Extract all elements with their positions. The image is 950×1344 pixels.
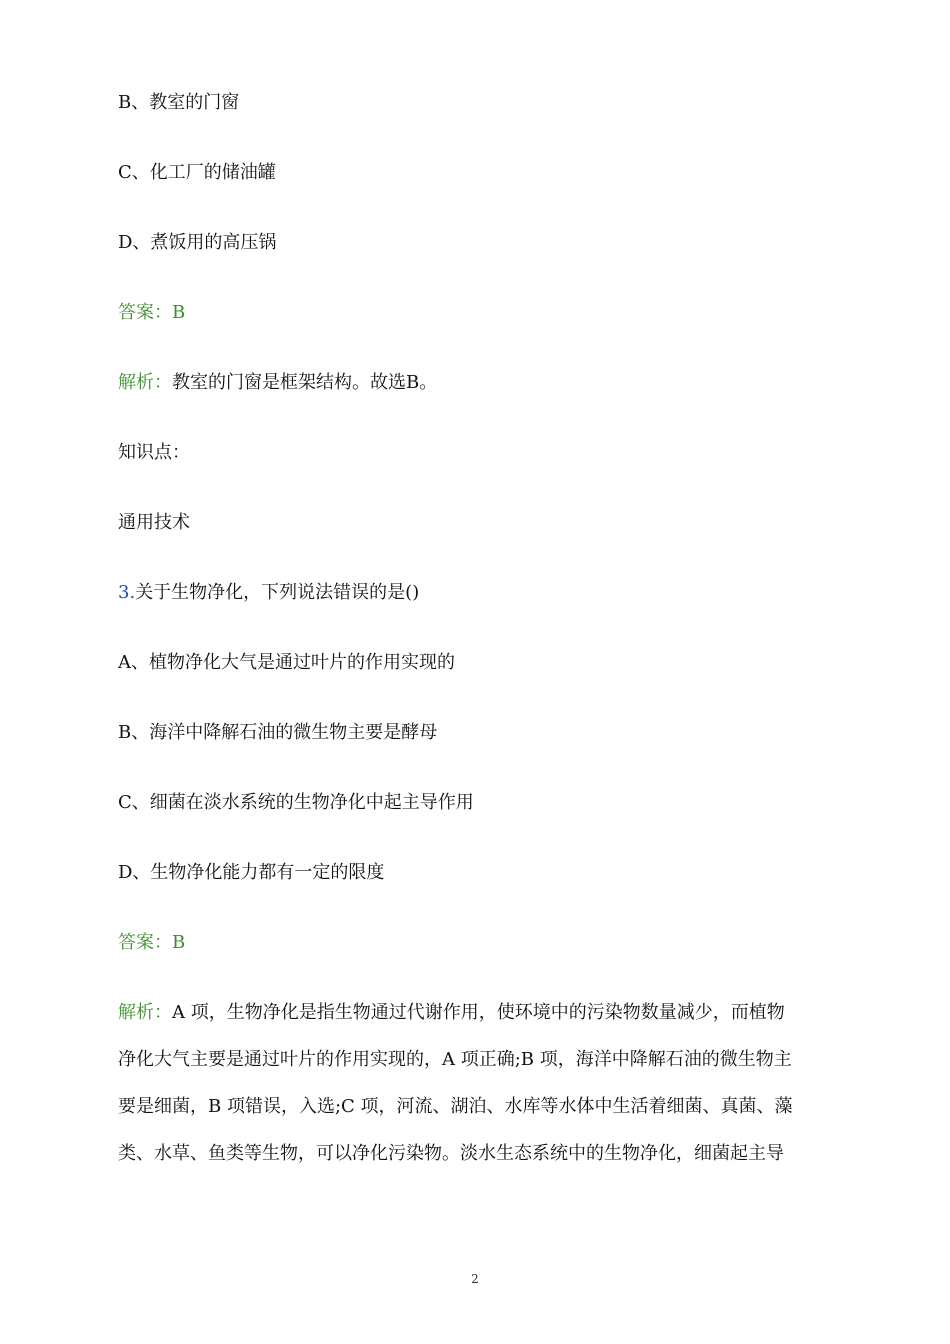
- q3-analysis: [118, 989, 834, 1177]
- page-number: 2: [471, 1272, 479, 1286]
- analysis-line: 解析：A 项，生物净化是指生物通过代谢作用，使环境中的污染物数量减少，而植物: [118, 1002, 785, 1023]
- answer-value: B: [172, 932, 186, 953]
- q2-option-d: D、煮饭用的高压锅: [118, 232, 277, 253]
- q2-option-c: C、化工厂的储油罐: [118, 162, 276, 183]
- q2-analysis: [118, 371, 437, 395]
- analysis-line: 要是细菌，B 项错误，入选;C 项，河流、湖泊、水库等水体中生活着细菌、真菌、藻: [118, 1096, 793, 1117]
- analysis-label: 解析：: [118, 372, 172, 393]
- q2-answer: [118, 301, 185, 325]
- q3-option-b: B、海洋中降解石油的微生物主要是酵母: [118, 722, 438, 743]
- analysis-line: 净化大气主要是通过叶片的作用实现的，A 项正确;B 项，海洋中降解石油的微生物主: [118, 1049, 792, 1070]
- answer-label: 答案：: [118, 932, 172, 953]
- q3-option-d: D、生物净化能力都有一定的限度: [118, 862, 385, 883]
- answer-label: 答案：: [118, 302, 172, 323]
- question-stem: 关于生物净化，下列说法错误的是(): [135, 582, 420, 603]
- q2-knowledge-value: 通用技术: [118, 512, 190, 533]
- q3-option-a: A、植物净化大气是通过叶片的作用实现的: [118, 652, 455, 673]
- analysis-label: 解析：: [118, 1002, 172, 1023]
- q3-option-c: C、细菌在淡水系统的生物净化中起主导作用: [118, 792, 474, 813]
- q3-stem: [118, 581, 419, 605]
- analysis-text: 教室的门窗是框架结构。故选B。: [172, 372, 438, 393]
- question-number: 3.: [118, 582, 136, 603]
- q2-knowledge-label: 知识点：: [118, 442, 190, 463]
- q3-answer: [118, 931, 185, 955]
- answer-value: B: [172, 302, 186, 323]
- analysis-line: 类、水草、鱼类等生物，可以净化污染物。淡水生态系统中的生物净化，细菌起主导: [118, 1143, 784, 1164]
- q2-option-b: B、教室的门窗: [118, 92, 240, 113]
